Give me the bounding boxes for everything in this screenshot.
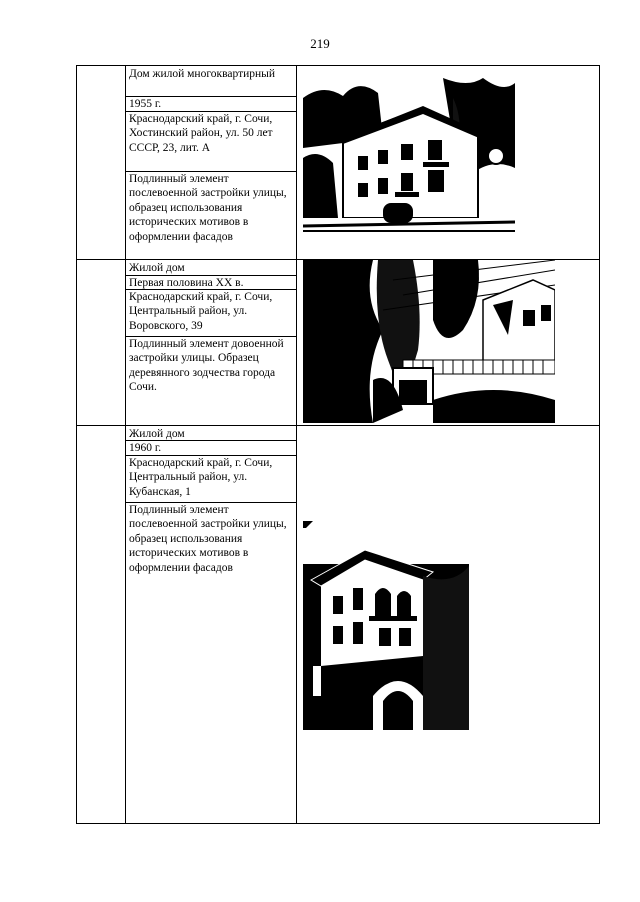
- corner-marker-icon: [303, 518, 313, 528]
- object-address: Краснодарский край, г. Сочи, Хостинский район, ул. 50 лет СССР, 23, лит. А: [129, 113, 273, 154]
- building-photo: [303, 260, 555, 423]
- heritage-table: [76, 65, 600, 824]
- building-photo: [303, 546, 469, 730]
- object-description: Подлинный элемент послевоенной застройки улицы, образец использования исторических мотивов в оформлении фасадов: [129, 173, 287, 243]
- object-name: Жилой дом: [129, 262, 185, 274]
- page-number: 219: [310, 36, 330, 51]
- object-date: Первая половина XX в.: [129, 277, 244, 289]
- object-address: Краснодарский край, г. Сочи, Центральный район, ул. Воровского, 39: [129, 291, 273, 332]
- object-name: Жилой дом: [129, 428, 185, 440]
- column-divider: [296, 66, 297, 823]
- column-divider: [125, 66, 126, 823]
- object-address: Краснодарский край, г. Сочи, Центральный район, ул. Кубанская, 1: [129, 457, 273, 498]
- building-photo: [303, 78, 515, 238]
- object-description: Подлинный элемент довоенной застройки улицы. Образец деревянного зодчества города Сочи.: [129, 338, 284, 394]
- object-name: Дом жилой многоквартирный: [129, 68, 276, 80]
- object-description: Подлинный элемент послевоенной застройки улицы, образец использования исторических мотивов в оформлении фасадов: [129, 504, 287, 574]
- row-divider: [77, 425, 599, 426]
- object-date: 1960 г.: [129, 442, 162, 454]
- object-date: 1955 г.: [129, 98, 162, 110]
